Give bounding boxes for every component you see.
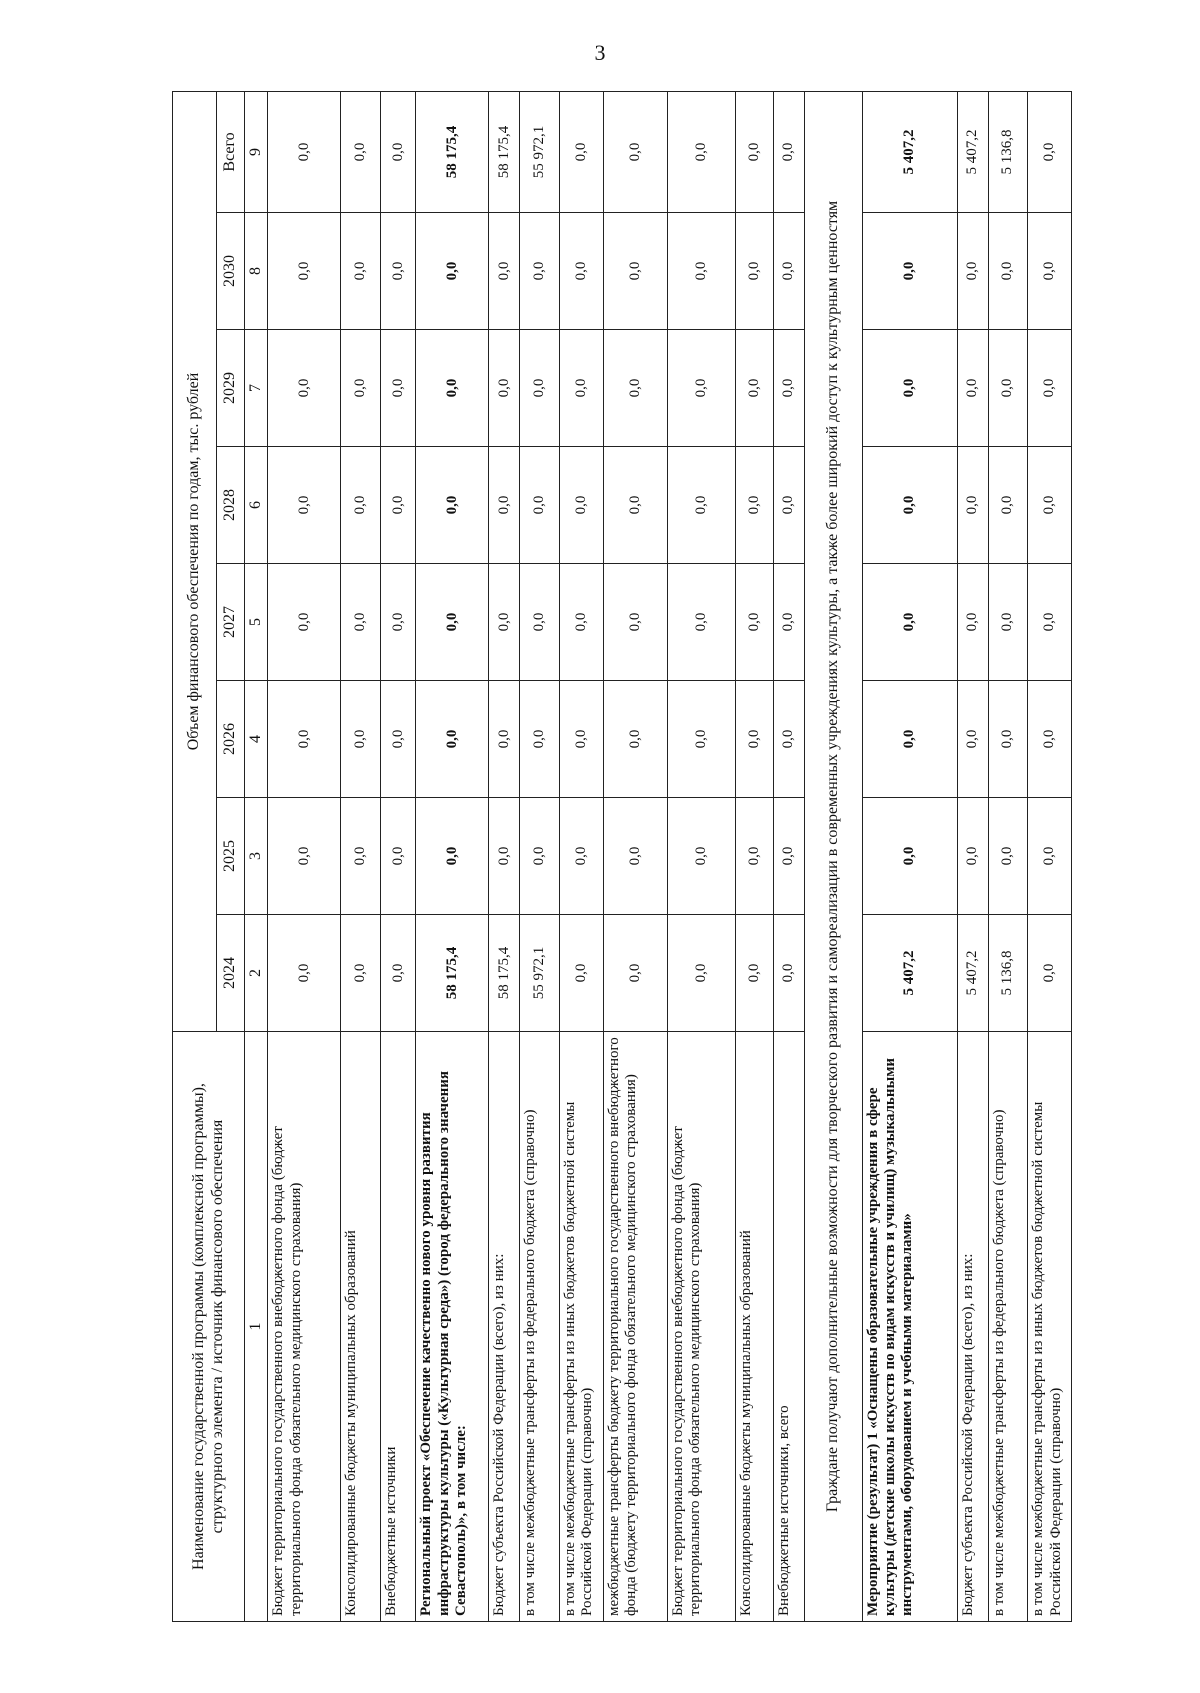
- row-year-value: 0,0: [957, 330, 988, 447]
- row-year-value: 0,0: [667, 915, 736, 1032]
- row-year-value: 0,0: [520, 798, 560, 915]
- row-year-value: 0,0: [774, 330, 805, 447]
- row-label: Региональный проект «Обеспечение качественно нового уровня развития инфраструктуры культуры («Культурная среда») (город федерального значения Севастополь)», в том числе:: [416, 1032, 489, 1622]
- row-year-value: 0,0: [341, 915, 381, 1032]
- row-year-value: 0,0: [560, 213, 604, 330]
- row-year-value: 0,0: [1028, 213, 1072, 330]
- row-year-value: 0,0: [774, 681, 805, 798]
- row-year-value: 0,0: [520, 330, 560, 447]
- row-year-value: 0,0: [774, 915, 805, 1032]
- header-year: 2029: [217, 330, 245, 447]
- row-year-value: 0,0: [862, 447, 957, 564]
- column-number: 5: [245, 564, 268, 681]
- row-year-value: 0,0: [957, 681, 988, 798]
- row-year-value: 0,0: [774, 564, 805, 681]
- row-total-value: 5 407,2: [862, 91, 957, 212]
- row-year-value: 0,0: [381, 915, 416, 1032]
- row-year-value: 0,0: [1028, 915, 1072, 1032]
- row-year-value: 0,0: [381, 213, 416, 330]
- row-year-value: 0,0: [489, 564, 520, 681]
- row-year-value: 58 175,4: [489, 915, 520, 1032]
- financing-table: [172, 91, 1072, 1622]
- row-label: Бюджет субъекта Российской Федерации (всего), из них:: [489, 1032, 520, 1622]
- row-year-value: 0,0: [862, 681, 957, 798]
- row-year-value: 0,0: [416, 213, 489, 330]
- row-year-value: 0,0: [957, 213, 988, 330]
- table-container: [172, 92, 1072, 1622]
- row-year-value: 0,0: [957, 564, 988, 681]
- header-year: 2025: [217, 798, 245, 915]
- row-year-value: 0,0: [603, 330, 667, 447]
- row-total-value: 0,0: [667, 91, 736, 212]
- row-year-value: 0,0: [667, 447, 736, 564]
- row-year-value: 0,0: [341, 798, 381, 915]
- column-number: 9: [245, 91, 268, 212]
- row-year-value: 0,0: [560, 798, 604, 915]
- table-row: [268, 91, 341, 1621]
- row-year-value: 0,0: [667, 213, 736, 330]
- row-year-value: 0,0: [862, 564, 957, 681]
- row-year-value: 0,0: [489, 447, 520, 564]
- column-number: 2: [245, 915, 268, 1032]
- table-row: [862, 91, 957, 1621]
- table-row: [1028, 91, 1072, 1621]
- row-year-value: 0,0: [341, 213, 381, 330]
- header-year: 2028: [217, 447, 245, 564]
- header-year: 2024: [217, 915, 245, 1032]
- row-label: Бюджет территориального государственного внебюджетного фонда (бюджет территориального фонда обязательного медицинского страхования): [667, 1032, 736, 1622]
- row-year-value: 0,0: [520, 213, 560, 330]
- row-year-value: 0,0: [1028, 564, 1072, 681]
- table-row: [667, 91, 736, 1621]
- row-year-value: 0,0: [603, 915, 667, 1032]
- row-year-value: 0,0: [381, 681, 416, 798]
- row-year-value: 0,0: [489, 330, 520, 447]
- table-row: [603, 91, 667, 1621]
- row-year-value: 0,0: [381, 330, 416, 447]
- row-year-value: 0,0: [736, 564, 774, 681]
- table-row: [520, 91, 560, 1621]
- table-row: [489, 91, 520, 1621]
- row-year-value: 0,0: [667, 681, 736, 798]
- row-year-value: 0,0: [862, 330, 957, 447]
- table-row: [988, 91, 1028, 1621]
- row-year-value: 0,0: [416, 798, 489, 915]
- row-year-value: 0,0: [1028, 330, 1072, 447]
- column-number: 4: [245, 681, 268, 798]
- row-year-value: 0,0: [736, 915, 774, 1032]
- row-total-value: 58 175,4: [416, 91, 489, 212]
- row-year-value: 0,0: [1028, 798, 1072, 915]
- row-year-value: 0,0: [736, 798, 774, 915]
- row-year-value: 0,0: [957, 798, 988, 915]
- row-label: в том числе межбюджетные трансферты из иных бюджетов бюджетной системы Российской Федерации (справочно): [1028, 1032, 1072, 1622]
- row-total-value: 55 972,1: [520, 91, 560, 212]
- row-year-value: 0,0: [416, 681, 489, 798]
- header-volume-title: Объем финансового обеспечения по годам, тыс. рублей: [173, 91, 217, 1031]
- row-total-value: 0,0: [736, 91, 774, 212]
- row-year-value: 0,0: [957, 447, 988, 564]
- table-row: [416, 91, 489, 1621]
- row-total-value: 5 136,8: [988, 91, 1028, 212]
- row-year-value: 0,0: [268, 564, 341, 681]
- row-label: Бюджет субъекта Российской Федерации (всего), из них:: [957, 1032, 988, 1622]
- row-year-value: 0,0: [603, 681, 667, 798]
- row-year-value: 0,0: [736, 681, 774, 798]
- row-year-value: 0,0: [341, 330, 381, 447]
- table-row: [381, 91, 416, 1621]
- row-year-value: 0,0: [667, 798, 736, 915]
- table-row: [341, 91, 381, 1621]
- row-label: Консолидированные бюджеты муниципальных образований: [736, 1032, 774, 1622]
- row-total-value: 0,0: [268, 91, 341, 212]
- row-label: межбюджетные трансферты бюджету территориального государственного внебюджетного фонда (бюджету территориального фонда обязательного медицинского страхования): [603, 1032, 667, 1622]
- row-year-value: 0,0: [988, 564, 1028, 681]
- row-year-value: 0,0: [774, 213, 805, 330]
- row-year-value: 5 407,2: [957, 915, 988, 1032]
- row-year-value: 0,0: [667, 564, 736, 681]
- row-year-value: 0,0: [268, 798, 341, 915]
- row-year-value: 0,0: [774, 447, 805, 564]
- row-year-value: 58 175,4: [416, 915, 489, 1032]
- header-year: 2030: [217, 213, 245, 330]
- row-year-value: 0,0: [560, 564, 604, 681]
- table-row: [957, 91, 988, 1621]
- result-band-text: Граждане получают дополнительные возможности для творческого развития и самореализации в современных учреждениях культуры, а также более широкий доступ к культурным ценностям: [805, 91, 862, 1621]
- row-year-value: 0,0: [381, 798, 416, 915]
- header-name-column: Наименование государственной программы (комплексной программы), структурного элемента / источник финансового обеспечения: [173, 1032, 245, 1622]
- table-row: [774, 91, 805, 1621]
- row-label: Внебюджетные источники: [381, 1032, 416, 1622]
- row-year-value: 0,0: [268, 915, 341, 1032]
- row-year-value: 0,0: [603, 447, 667, 564]
- row-year-value: 0,0: [988, 447, 1028, 564]
- column-number: 8: [245, 213, 268, 330]
- row-year-value: 0,0: [560, 681, 604, 798]
- column-number: 3: [245, 798, 268, 915]
- row-label: в том числе межбюджетные трансферты из иных бюджетов бюджетной системы Российской Федерации (справочно): [560, 1032, 604, 1622]
- row-year-value: 0,0: [268, 447, 341, 564]
- row-total-value: 0,0: [1028, 91, 1072, 212]
- table-header: [173, 91, 268, 1621]
- row-year-value: 0,0: [988, 213, 1028, 330]
- page-number: 3: [594, 40, 606, 65]
- row-total-value: 5 407,2: [957, 91, 988, 212]
- row-year-value: 0,0: [489, 213, 520, 330]
- row-label: Консолидированные бюджеты муниципальных образований: [341, 1032, 381, 1622]
- row-year-value: 5 407,2: [862, 915, 957, 1032]
- row-year-value: 0,0: [341, 447, 381, 564]
- row-year-value: 0,0: [416, 330, 489, 447]
- row-total-value: 0,0: [774, 91, 805, 212]
- table-band: [805, 91, 862, 1621]
- row-year-value: 0,0: [268, 681, 341, 798]
- row-year-value: 0,0: [1028, 681, 1072, 798]
- row-year-value: 0,0: [988, 798, 1028, 915]
- row-year-value: 0,0: [603, 798, 667, 915]
- row-label: в том числе межбюджетные трансферты из федерального бюджета (справочно): [988, 1032, 1028, 1622]
- row-year-value: 0,0: [560, 330, 604, 447]
- row-year-value: 0,0: [667, 330, 736, 447]
- row-year-value: 0,0: [268, 213, 341, 330]
- row-year-value: 0,0: [988, 330, 1028, 447]
- row-year-value: 0,0: [736, 330, 774, 447]
- row-label: Бюджет территориального государственного внебюджетного фонда (бюджет территориального фонда обязательного медицинского страхования): [268, 1032, 341, 1622]
- row-year-value: 0,0: [1028, 447, 1072, 564]
- column-number: 6: [245, 447, 268, 564]
- rotated-table-frame: [172, 92, 1072, 1622]
- table-body-bottom: [862, 91, 1071, 1621]
- header-year: 2026: [217, 681, 245, 798]
- column-number: 7: [245, 330, 268, 447]
- header-total: Всего: [217, 91, 245, 212]
- row-year-value: 0,0: [416, 564, 489, 681]
- row-year-value: 0,0: [603, 213, 667, 330]
- row-year-value: 0,0: [603, 564, 667, 681]
- row-year-value: 0,0: [736, 213, 774, 330]
- row-year-value: 0,0: [862, 213, 957, 330]
- row-year-value: 0,0: [268, 330, 341, 447]
- row-total-value: 0,0: [603, 91, 667, 212]
- row-year-value: 0,0: [381, 447, 416, 564]
- row-year-value: 0,0: [341, 681, 381, 798]
- row-year-value: 5 136,8: [988, 915, 1028, 1032]
- header-year: 2027: [217, 564, 245, 681]
- row-year-value: 0,0: [520, 564, 560, 681]
- row-year-value: 0,0: [520, 447, 560, 564]
- row-year-value: 0,0: [560, 447, 604, 564]
- row-label: Мероприятие (результат) 1 «Оснащены образовательные учреждения в сфере культуры (детские школы искусств по видам искусств и училищ) музыкальными инструментами, оборудованием и учебными материалами»: [862, 1032, 957, 1622]
- row-year-value: 0,0: [560, 915, 604, 1032]
- table-body-top: [268, 91, 805, 1621]
- row-label: в том числе межбюджетные трансферты из федерального бюджета (справочно): [520, 1032, 560, 1622]
- row-total-value: 0,0: [341, 91, 381, 212]
- row-year-value: 0,0: [862, 798, 957, 915]
- table-row: [560, 91, 604, 1621]
- row-year-value: 0,0: [381, 564, 416, 681]
- row-year-value: 0,0: [416, 447, 489, 564]
- row-year-value: 0,0: [774, 798, 805, 915]
- row-year-value: 0,0: [489, 798, 520, 915]
- row-year-value: 0,0: [489, 681, 520, 798]
- row-year-value: 0,0: [520, 681, 560, 798]
- row-label: Внебюджетные источники, всего: [774, 1032, 805, 1622]
- row-total-value: 58 175,4: [489, 91, 520, 212]
- row-year-value: 0,0: [736, 447, 774, 564]
- table-row: [736, 91, 774, 1621]
- row-year-value: 0,0: [988, 681, 1028, 798]
- row-total-value: 0,0: [560, 91, 604, 212]
- row-year-value: 0,0: [341, 564, 381, 681]
- column-number: 1: [245, 1032, 268, 1622]
- row-year-value: 55 972,1: [520, 915, 560, 1032]
- row-total-value: 0,0: [381, 91, 416, 212]
